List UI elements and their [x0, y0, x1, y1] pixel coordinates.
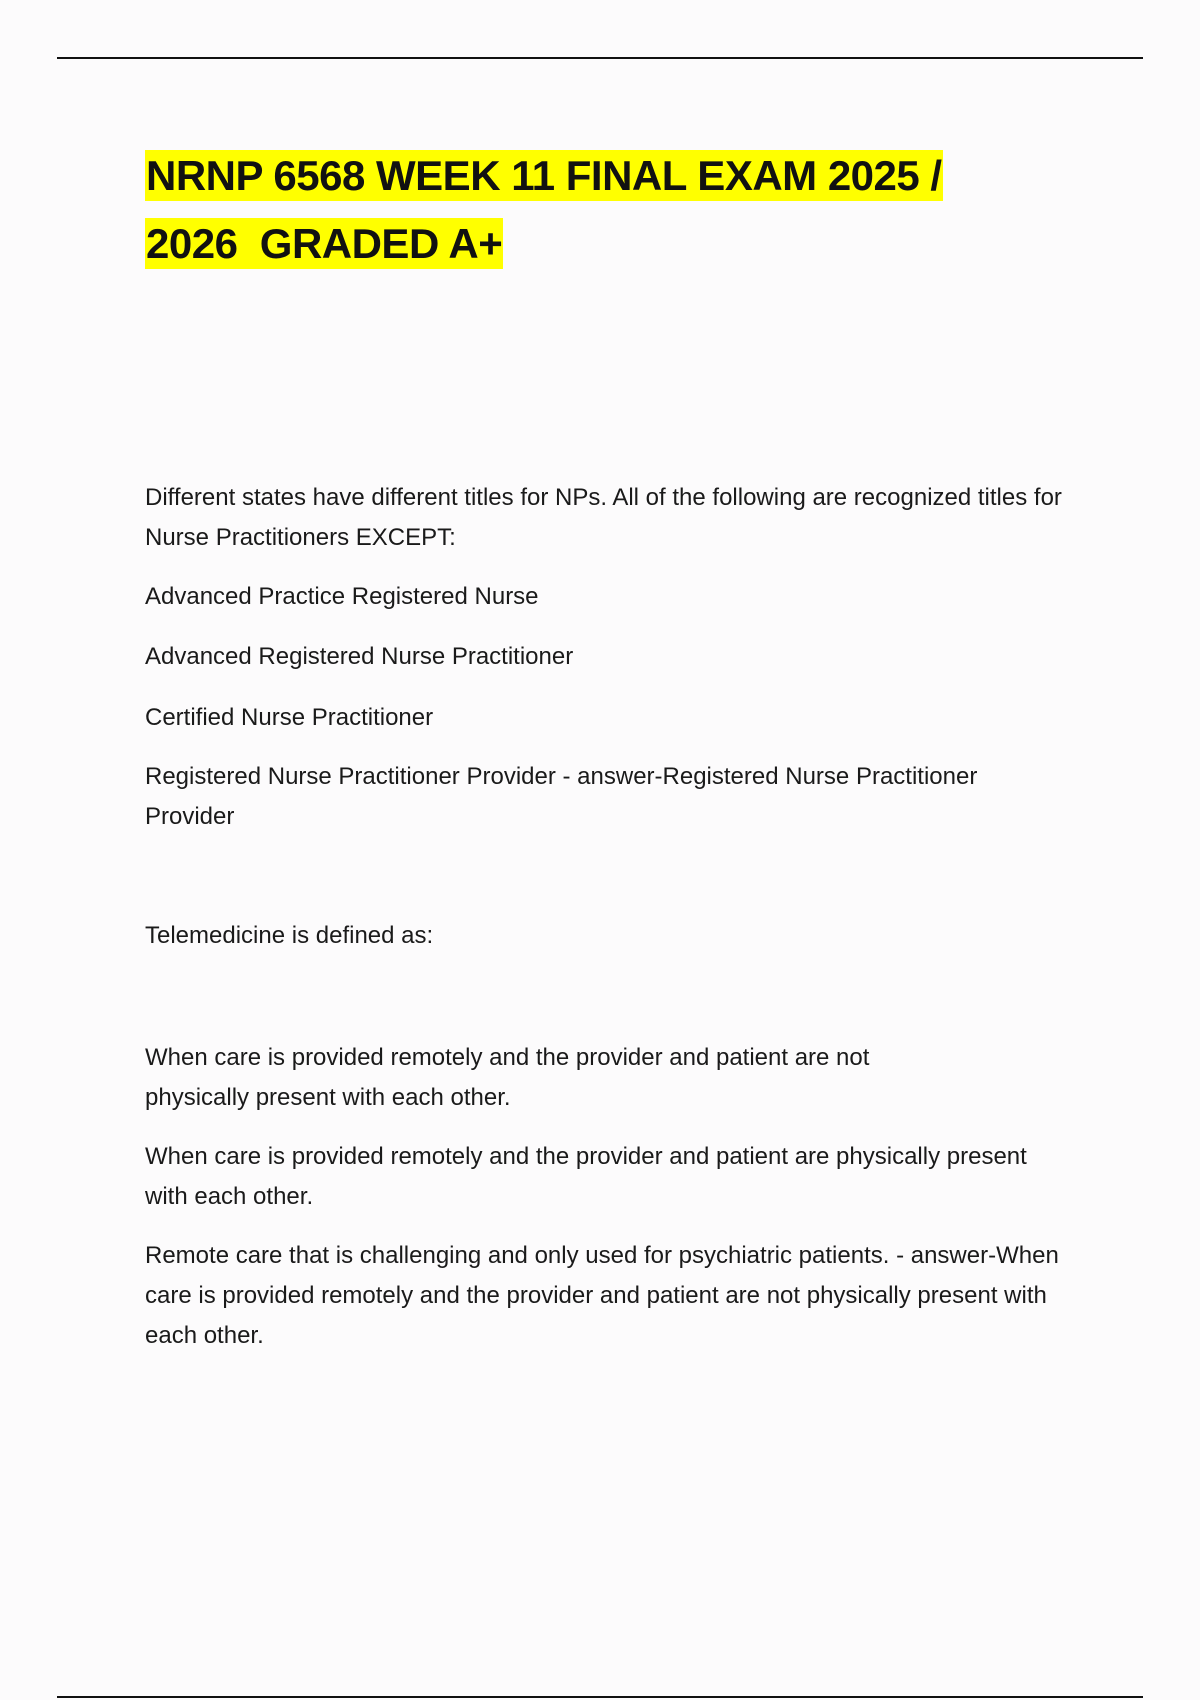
question-2-prompt: Telemedicine is defined as:	[145, 922, 434, 949]
title-line-2: 2026 GRADED A+	[146, 220, 503, 267]
question-2-option-3: Remote care that is challenging and only used for psychiatric patients. - answer-When care is provided remotely and the provider and patient are not physically present with each other.	[145, 1242, 1059, 1349]
title-line-1: NRNP 6568 WEEK 11 FINAL EXAM 2025 /	[146, 152, 942, 199]
question-1-option-2: Advanced Registered Nurse Practitioner	[145, 643, 574, 670]
question-1-option-4: Registered Nurse Practitioner Provider - answer-Registered Nurse Practitioner Provider	[145, 763, 978, 830]
footer-rule	[57, 1696, 1143, 1698]
question-1-option-1: Advanced Practice Registered Nurse	[145, 583, 539, 610]
header-rule	[57, 57, 1143, 59]
question-2-option-2: When care is provided remotely and the provider and patient are physically present with each other.	[145, 1143, 1027, 1210]
question-1-option-3: Certified Nurse Practitioner	[145, 704, 434, 731]
question-1-prompt: Different states have different titles for NPs. All of the following are recognized titles for Nurse Practitioners EXCEPT:	[145, 484, 1062, 551]
question-2-option-1: When care is provided remotely and the provider and patient are not physically present with each other.	[145, 1044, 870, 1111]
document-title	[145, 142, 1105, 278]
